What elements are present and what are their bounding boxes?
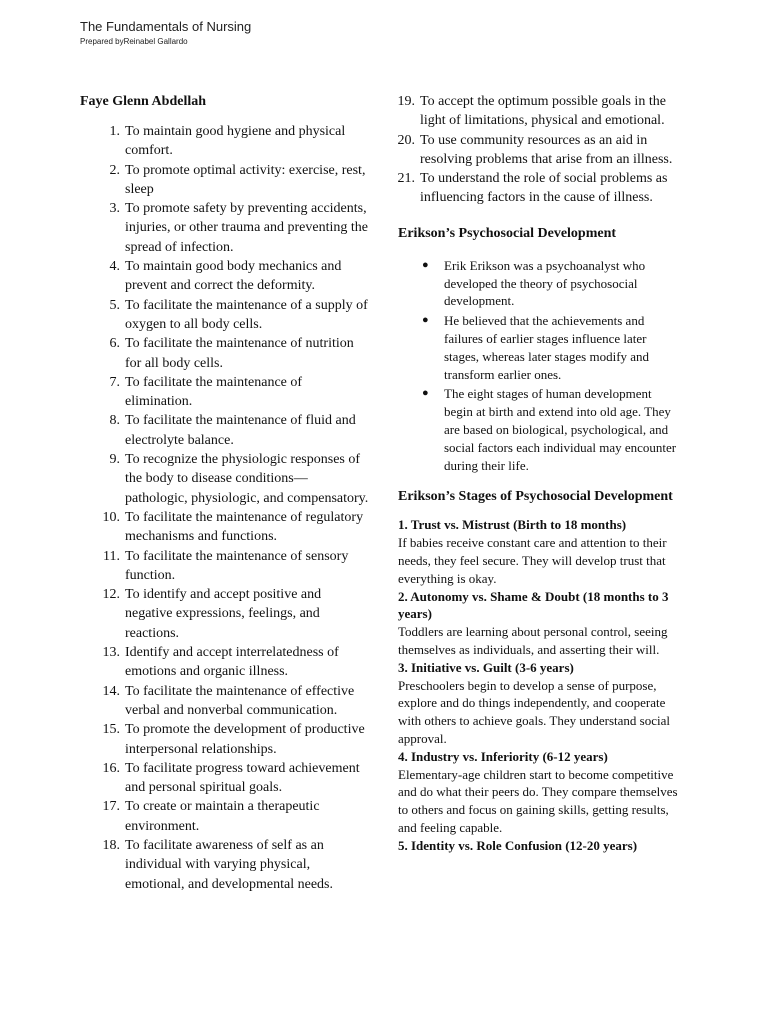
list-item-text: To facilitate the maintenance of elimination. xyxy=(125,374,303,410)
list-item xyxy=(80,585,370,643)
bullet-icon: ● xyxy=(422,314,429,327)
stage-item xyxy=(398,659,680,748)
stage-item xyxy=(398,748,680,837)
list-item-text: To create or maintain a therapeutic environment. xyxy=(125,799,320,834)
bullet-icon: ● xyxy=(422,387,429,400)
list-item-number: 12. xyxy=(102,587,120,603)
list-item-number: 19. xyxy=(397,94,415,109)
list-item-number: 16. xyxy=(102,760,120,776)
stage-item xyxy=(398,588,680,659)
stage-title: 5. Identity vs. Role Confusion (12-20 years) xyxy=(398,837,638,853)
list-item-text: Identify and accept interrelatedness of emotions and organic illness. xyxy=(125,645,339,680)
list-item-number: 7. xyxy=(109,374,120,390)
stage-title: 3. Initiative vs. Guilt (3-6 years) xyxy=(398,659,574,675)
list-item-text: To facilitate the maintenance of sensory function. xyxy=(125,548,349,583)
erikson-section xyxy=(398,224,680,475)
list-item-number: 17. xyxy=(102,799,120,815)
list-item-text: To promote the development of productive interpersonal relationships. xyxy=(125,722,365,757)
list-item-text: To recognize the physiologic responses of the body to disease conditions—pathologic, physiologic, and compensatory. xyxy=(125,452,369,506)
stages-section xyxy=(398,487,680,854)
list-item xyxy=(80,411,370,450)
list-item xyxy=(80,720,370,759)
list-item xyxy=(80,373,370,412)
list-item xyxy=(80,334,370,373)
list-item-number: 13. xyxy=(102,645,120,661)
list-item-text: To maintain good hygiene and physical comfort. xyxy=(125,124,346,159)
list-item xyxy=(80,643,370,682)
stages-heading: Erikson’s Stages of Psychosocial Development xyxy=(398,489,673,505)
list-item-text: To maintain good body mechanics and prevent and correct the deformity. xyxy=(125,259,342,294)
list-item-text: To use community resources as an aid in resolving problems that arise from an illness. xyxy=(420,132,673,167)
list-item-number: 20. xyxy=(397,132,415,148)
erikson-heading: Erikson’s Psychosocial Development xyxy=(398,225,617,241)
list-item-number: 21. xyxy=(397,171,415,187)
list-item-number: 5. xyxy=(109,297,120,313)
bullet-icon: ● xyxy=(422,258,429,271)
stage-description: Toddlers are learning about personal control, seeing themselves as individuals, and asserting their will. xyxy=(398,624,668,657)
list-item xyxy=(80,161,370,200)
stage-description: If babies receive constant care and attention to their needs, they feel secure. They will develop trust that everything is okay. xyxy=(398,535,667,586)
stage-title: 2. Autonomy vs. Shame & Doubt (18 months to 3 years) xyxy=(398,588,669,622)
stage-description: Elementary-age children start to become competitive and do what their peers do. They compare themselves to others and focus on gaining skills, getting results, and feeling capable. xyxy=(398,766,678,835)
list-item xyxy=(80,508,370,547)
list-item-text: To identify and accept positive and negative expressions, feelings, and reactions. xyxy=(125,587,322,641)
stage-title: 1. Trust vs. Mistrust (Birth to 18 months) xyxy=(398,517,627,533)
list-item-text: To facilitate the maintenance of fluid and electrolyte balance. xyxy=(125,413,356,448)
list-item-text: To accept the optimum possible goals in the light of limitations, physical and emotional. xyxy=(420,94,666,129)
list-item xyxy=(80,257,370,296)
bullet-item xyxy=(398,312,680,383)
list-item xyxy=(374,169,680,208)
list-item-number: 10. xyxy=(102,509,120,525)
list-item-number: 8. xyxy=(109,413,120,429)
list-item-text: To facilitate the maintenance of a supply of oxygen to all body cells. xyxy=(125,297,368,332)
list-item-number: 9. xyxy=(109,452,120,468)
list-item-text: To facilitate progress toward achievement and personal spiritual goals. xyxy=(125,760,360,796)
list-item xyxy=(80,759,370,798)
right-column xyxy=(398,92,680,854)
stage-item xyxy=(398,837,680,855)
list-item-text: To understand the role of social problems as influencing factors in the cause of illness. xyxy=(420,171,668,206)
bullet-text: He believed that the achievements and failures of earlier stages influence later stages, whereas later stages modify and transform earlier ones. xyxy=(444,313,650,382)
list-item-number: 15. xyxy=(102,722,120,738)
list-item-text: To facilitate awareness of self as an individual with varying physical, emotional, and developmental needs. xyxy=(125,837,333,892)
abdellah-goals-list xyxy=(80,122,370,894)
list-item-text: To promote safety by preventing accidents, injuries, or other trauma and preventing the spread of infection. xyxy=(125,201,368,255)
list-item xyxy=(80,797,370,836)
list-item xyxy=(80,122,370,161)
list-item-text: To promote optimal activity: exercise, rest, sleep xyxy=(125,162,366,197)
list-item-text: To facilitate the maintenance of effective verbal and nonverbal communication. xyxy=(125,683,355,718)
list-item-number: 2. xyxy=(109,162,120,178)
list-item-number: 6. xyxy=(109,336,120,352)
list-item-number: 4. xyxy=(109,259,120,275)
stage-title: 4. Industry vs. Inferiority (6-12 years) xyxy=(398,748,608,764)
list-item-number: 3. xyxy=(109,201,120,217)
bullet-text: The eight stages of human development begin at birth and extend into old age. They are based on biological, psychological, and social factors each individual may encounter during their life. xyxy=(444,386,677,473)
bullet-item xyxy=(398,385,680,474)
list-item-number: 11. xyxy=(103,548,120,564)
list-item xyxy=(374,92,680,131)
stage-item xyxy=(398,516,680,587)
list-item-number: 14. xyxy=(102,683,120,699)
page-header xyxy=(80,18,251,47)
list-item xyxy=(80,547,370,586)
document-author: Prepared byReinabel Gallardo xyxy=(80,37,188,46)
list-item-text: To facilitate the maintenance of regulatory mechanisms and functions. xyxy=(125,509,364,545)
list-item xyxy=(374,131,680,170)
list-item xyxy=(80,199,370,257)
list-item-number: 1. xyxy=(109,124,120,139)
bullet-text: Erik Erikson was a psychoanalyst who developed the theory of psychosocial development. xyxy=(444,257,646,309)
document-title: The Fundamentals of Nursing xyxy=(80,19,252,34)
abdellah-heading: Faye Glenn Abdellah xyxy=(80,94,207,109)
list-item xyxy=(80,836,370,894)
stage-description: Preschoolers begin to develop a sense of purpose, explore and do things independently, and cooperate with others to achieve goals. They understand social approval. xyxy=(398,677,670,746)
list-item xyxy=(80,296,370,335)
list-item-text: To facilitate the maintenance of nutrition for all body cells. xyxy=(125,336,354,371)
left-column xyxy=(80,92,370,894)
bullet-item xyxy=(398,257,680,310)
list-item-number: 18. xyxy=(102,837,120,853)
erikson-bullet-list xyxy=(398,257,680,475)
list-item xyxy=(80,682,370,721)
stages-list xyxy=(398,516,680,854)
list-item xyxy=(80,450,370,508)
abdellah-goals-list-continued xyxy=(374,92,680,208)
